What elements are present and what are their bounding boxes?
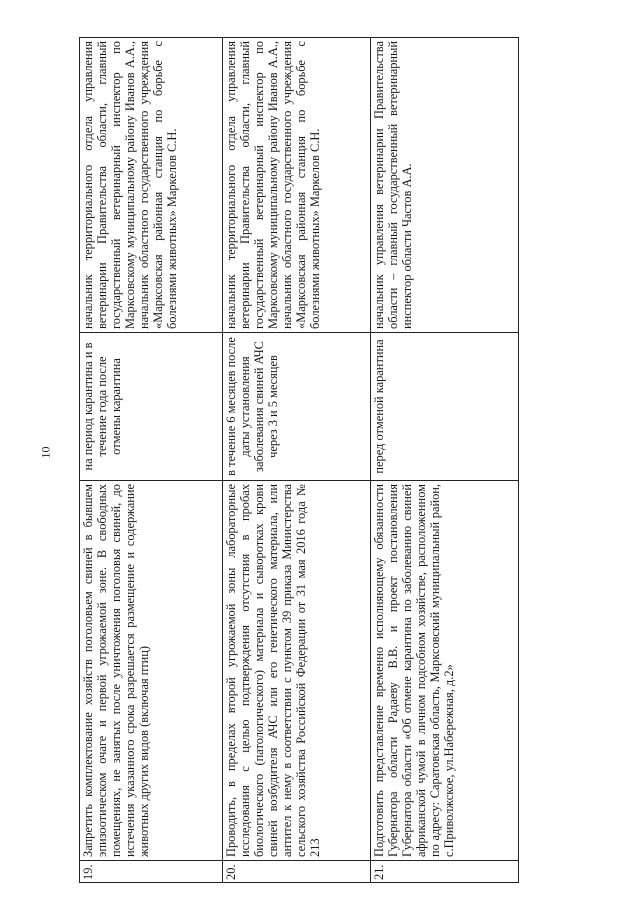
row-number: 20. — [223, 861, 371, 883]
action-cell: Подготовить представление временно исполняющему обязанности Губернатора области Радаеву В.В. и проект постановления Губернатора области «Об отмене карантина по заболеванию свиней африканской чумой в личном подсобном хозяйстве, расположенном по адресу: Саратовская область, Марксовский муниципальный район, с.Приволжское, ул.Набережная, д.2» — [371, 481, 519, 861]
page-number: 10 — [38, 446, 53, 459]
action-cell: Запретить комплектование хозяйств поголовьем свиней в бывшем эпизоотическом очаге и первой угрожаемой зоне. В свободных помещениях, не занятых после уничтожения поголовья свиней, до истечения указанного срока разрешается размещение и содержание животных других видов (включая птиц) — [80, 481, 223, 861]
table-row — [80, 38, 223, 883]
row-number: 19. — [80, 861, 223, 883]
row-number: 21. — [371, 861, 519, 883]
table-row — [223, 38, 371, 883]
action-cell: Проводить, в пределах второй угрожаемой зоны лабораторные исследования с целью подтверждения отсутствия в пробах биологического (патологического) материала и сыворотках крови свиней возбудителя АЧС или его генетического материала, или антител к нему в соответствии с пунктом 39 приказа Министерства сельского хозяйства Российской Федерации от 31 мая 2016 года № 213 — [223, 481, 371, 861]
rotated-table-container — [79, 38, 609, 883]
measures-table — [79, 37, 519, 883]
term-cell: на период карантина и в течение года после отмены карантина — [80, 333, 223, 481]
term-cell: в течение 6 месяцев после даты установления заболевания свиней АЧС через 3 и 5 месяцев — [223, 333, 371, 481]
responsible-cell: начальник территориального отдела управления ветеринарии Правительства области, главный государственный ветеринарный инспектор по Марксовскому муниципальному району Иванов А.А., начальник областного государственного учреждения «Марксовская районная станция по борьбе с болезнями животных» Маркелов С.Н. — [223, 38, 371, 333]
responsible-cell: начальник территориального отдела управления ветеринарии Правительства области, главный государственный ветеринарный инспектор по Марксовскому муниципальному району Иванов А.А., начальник областного государственного учреждения «Марксовская районная станция по борьбе с болезнями животных» Маркелов С.Н. — [80, 38, 223, 333]
table-row — [371, 38, 519, 883]
term-cell: перед отменой карантина — [371, 333, 519, 481]
responsible-cell: начальник управления ветеринарии Правительства области – главный государственный ветеринарный инспектор области Частов А.А. — [371, 38, 519, 333]
